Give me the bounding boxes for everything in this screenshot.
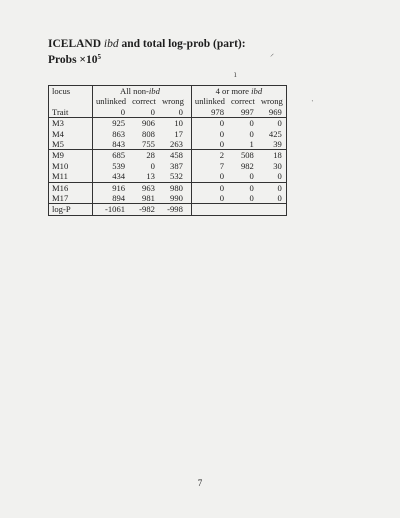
empty-cell [258,204,286,215]
row-label: M11 [49,171,93,182]
table-row [49,139,287,150]
table-cell: 0 [120,106,126,117]
table-cell: 0 [219,139,224,150]
table-cell: 30 [258,161,286,171]
table-cell: 0 [258,193,286,204]
table-cell: 0 [258,171,286,182]
row-label: M5 [49,139,93,150]
table-cell: 28 [129,150,159,161]
table-cell: 13 [146,171,155,182]
scan-mark: ı [234,70,237,79]
empty-cell [191,204,228,215]
subheader-row [49,96,287,106]
table-row [49,150,287,161]
group-prefix: 4 or more [215,86,252,96]
table-cell: -1061 [93,204,130,215]
row-label: log-P [49,204,93,215]
row-label: M9 [49,150,93,161]
table-cell: 808 [142,128,155,139]
table-cell: 969 [258,107,286,118]
table-cell: 0 [150,160,155,171]
group-header-non-ibd [93,86,187,97]
table-cell: 387 [170,160,183,171]
row-label: M17 [49,193,93,204]
column-subheader: wrong [161,96,184,107]
table-row [49,118,287,129]
table-cell: 0 [228,118,258,129]
table-cell: 39 [258,139,286,150]
title-suffix: and total log-prob (part): [121,38,246,50]
table-cell: 990 [170,193,183,204]
scan-mark: ˑ [311,97,314,106]
table-cell: 0 [219,171,224,182]
table-cell: 1 [249,139,254,150]
table-row [49,193,287,204]
table-row [49,204,287,215]
table-cell: 0 [219,193,224,204]
table-cell: 980 [159,182,187,193]
group-ibd: ibd [148,86,160,96]
table-row [49,182,287,193]
row-label: Trait [49,107,93,118]
table-cell: 906 [129,118,159,129]
group-ibd: ibd [251,86,263,96]
row-label: M10 [49,161,93,171]
table-cell: 843 [112,139,126,150]
table-cell: 10 [159,118,187,129]
group-prefix: All non- [120,86,149,96]
title-line-2 [48,51,246,67]
table-cell: 458 [159,150,187,161]
table-cell: 981 [142,193,155,204]
table-cell: 0 [178,106,183,117]
column-subheader: correct [132,96,156,107]
table-row [49,171,287,182]
header-row [49,86,287,97]
table-cell: 863 [112,128,126,139]
table-cell: 0 [228,182,258,193]
table-cell: 685 [93,150,130,161]
column-subheader: correct [230,96,255,107]
table-cell: 0 [258,118,286,129]
table-cell: 0 [249,193,254,204]
title-line-1 [48,38,246,51]
scan-mark: ⸝ [270,49,274,58]
table-cell: 894 [112,193,126,204]
title-prefix: ICELAND [48,38,102,50]
group-header-ibd [191,86,286,97]
page-title [48,38,246,67]
table-row [49,107,287,118]
column-subheader: unlinked [194,96,225,107]
table-cell: 0 [249,171,254,182]
row-label: M4 [49,129,93,139]
table-cell: 2 [191,150,228,161]
locus-header: locus [49,86,93,97]
probability-table [48,85,287,216]
table-cell: 0 [219,128,224,139]
table-cell: 0 [258,182,286,193]
table-cell: 997 [240,106,254,117]
title-ibd: ibd [103,38,119,50]
probs-label: Probs ×10 [48,54,98,66]
table-cell: 0 [191,182,228,193]
table-cell: 755 [142,139,155,150]
table-cell: 539 [112,160,126,171]
empty-cell [228,204,258,215]
table-cell: -998 [159,204,187,215]
table-cell: 0 [191,118,228,129]
table-cell: 263 [170,139,183,150]
table-cell: 0 [150,106,155,117]
table-row [49,161,287,171]
probs-exponent: 5 [97,53,101,61]
table-cell: 425 [258,129,286,139]
table-cell: 18 [258,150,286,161]
page-number: 7 [197,478,203,488]
table-row [49,129,287,139]
column-subheader: unlinked [96,96,127,107]
table-cell: 532 [170,171,183,182]
table-cell: 978 [211,106,224,117]
table-cell: 916 [93,182,130,193]
table-cell: 963 [129,182,159,193]
table-cell: 17 [174,128,183,139]
table-cell: 434 [112,171,126,182]
table-cell: 0 [249,128,254,139]
table-cell: 925 [93,118,130,129]
row-label: M3 [49,118,93,129]
table-cell: -982 [129,204,159,215]
empty-label-cell [49,96,93,106]
table-cell: 7 [219,160,224,171]
column-subheader: wrong [258,96,286,106]
table-cell: 508 [228,150,258,161]
table-cell: 982 [240,160,254,171]
row-label: M16 [49,182,93,193]
